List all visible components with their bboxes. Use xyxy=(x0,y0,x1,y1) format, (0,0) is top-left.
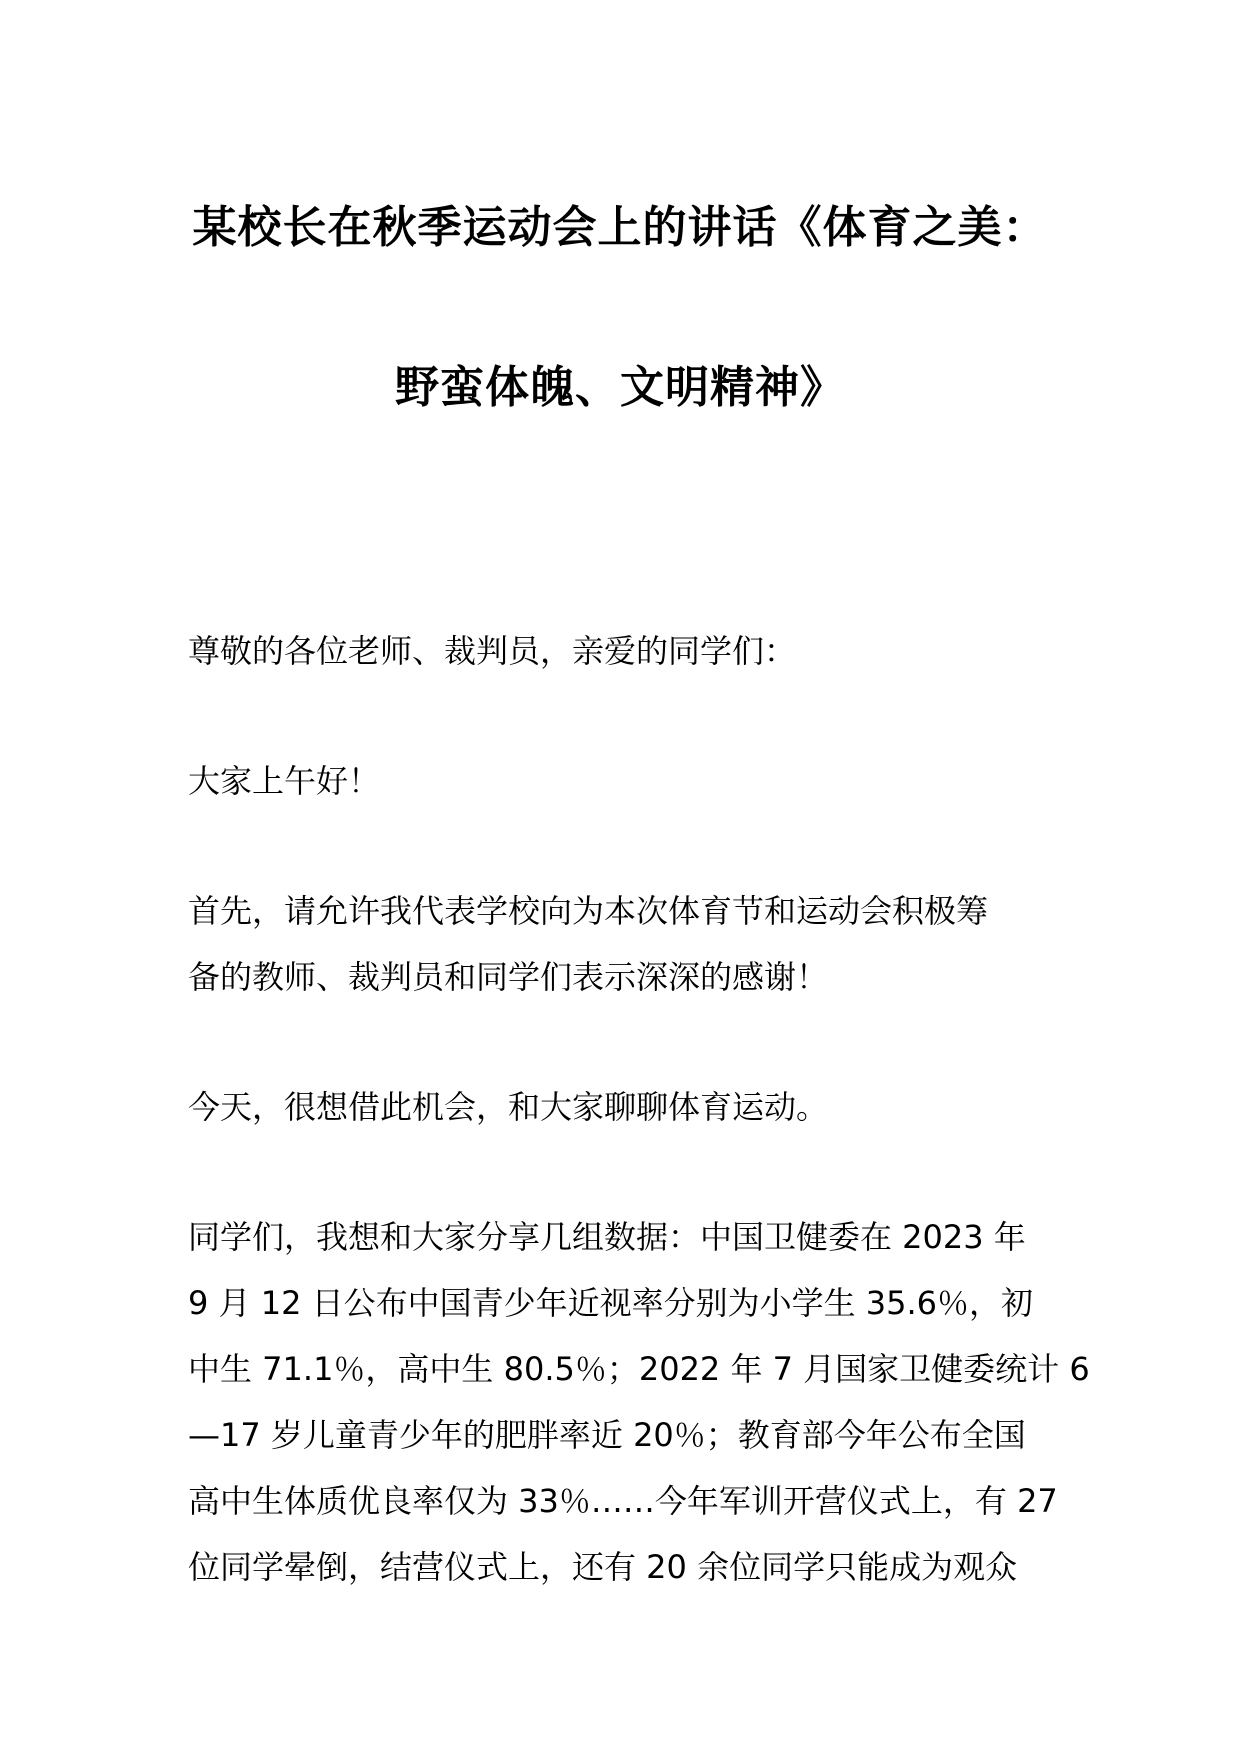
title-line-2: 野蛮体魄、文明精神》 xyxy=(395,362,845,413)
thanks-paragraph xyxy=(188,878,1060,1010)
text-line: 9 月 12 日公布中国青少年近视率分别为小学生 35.6％，初 xyxy=(188,1284,1034,1322)
statistics-paragraph xyxy=(188,1204,1090,1600)
text-line: —17 岁儿童青少年的肥胖率近 20％；教育部今年公布全国 xyxy=(188,1416,1026,1454)
text-line: 高中生体质优良率仅为 33％……今年军训开营仪式上，有 27 xyxy=(188,1482,1058,1520)
salutation-paragraph xyxy=(188,618,1060,684)
text-line: 同学们，我想和大家分享几组数据：中国卫健委在 2023 年 xyxy=(188,1218,1026,1256)
text-line: 备的教师、裁判员和同学们表示深深的感谢！ xyxy=(188,958,829,996)
text-line: 位同学晕倒，结营仪式上，还有 20 余位同学只能成为观众 xyxy=(188,1548,1018,1586)
greeting-paragraph xyxy=(188,748,1060,814)
topic-paragraph xyxy=(188,1074,1060,1140)
document-title xyxy=(0,200,1240,416)
text-line: 大家上午好！ xyxy=(188,762,381,800)
document-body xyxy=(188,618,1090,1600)
text-line: 中生 71.1％，高中生 80.5％；2022 年 7 月国家卫健委统计 6 xyxy=(188,1350,1090,1388)
text-line: 尊敬的各位老师、裁判员，亲爱的同学们： xyxy=(188,632,797,670)
text-line: 今天，很想借此机会，和大家聊聊体育运动。 xyxy=(188,1088,829,1126)
text-line: 首先，请允许我代表学校向为本次体育节和运动会积极筹 xyxy=(188,892,989,930)
title-line-1: 某校长在秋季运动会上的讲话《体育之美： xyxy=(192,202,1048,253)
